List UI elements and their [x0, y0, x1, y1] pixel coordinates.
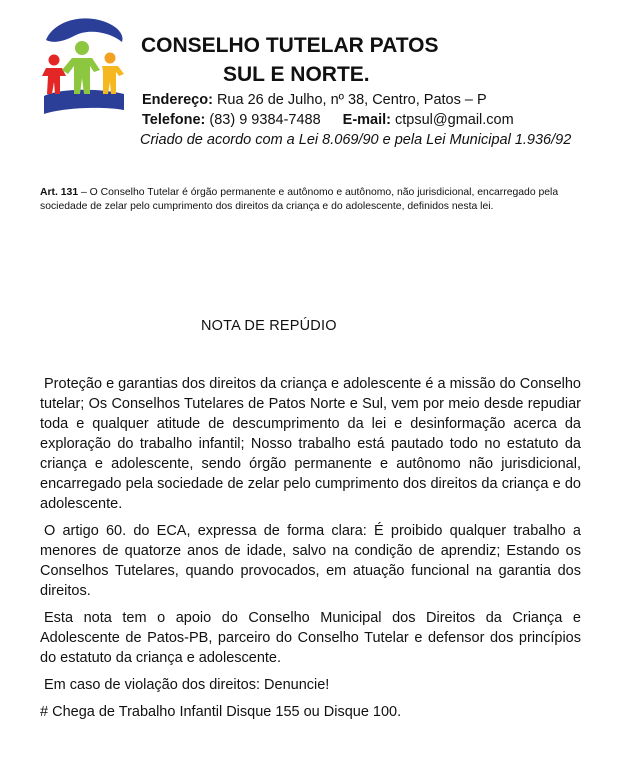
article-label: Art. 131: [40, 187, 79, 198]
paragraph: Proteção e garantias dos direitos da criança e adolescente é a missão do Conselho tutelar; Os Conselhos Tutelares de Patos Norte e Sul, vem por meio desde repudiar toda e qualquer atitude de descumprimento da lei e desinformação acerca da exploração do trabalho infantil; Nosso trabalho está pautado todo no estatuto da criança e adolescente, sendo órgão permanente e autônomo não jurisdicional, encarregado pela sociedade de zelar pelo cumprimento dos direitos da criança e do adolescente.: [40, 376, 581, 512]
address-line: [142, 90, 487, 110]
phone-value: (83) 9 9384-7488: [205, 112, 321, 128]
document-body: [40, 374, 581, 729]
email-label: E-mail:: [342, 112, 391, 128]
org-title: [141, 31, 541, 89]
address-value: Rua 26 de Julho, nº 38, Centro, Patos – P: [212, 92, 487, 108]
article-text: – O Conselho Tutelar é órgão permanente e autônomo e autônomo, não jurisdicional, encarregado pela sociedade de zelar pelo cumprimento dos direitos da criança e do adolescente, definidos nesta lei.: [40, 187, 559, 212]
phone-label: Telefone:: [142, 112, 206, 128]
paragraph: O artigo 60. do ECA, expressa de forma clara: É proibido qualquer trabalho a menores de quatorze anos de idade, salvo na condição de aprendiz; Estando os Conselhos Tutelares, quando provocados, em atuação funcional na garantia dos direitos.: [40, 523, 581, 599]
org-title-line1: CONSELHO TUTELAR PATOS: [141, 34, 439, 57]
council-logo-icon: [40, 14, 126, 118]
email-value: ctpsul@gmail.com: [391, 112, 514, 128]
document-title: NOTA DE REPÚDIO: [201, 318, 337, 334]
article-131: [40, 186, 565, 214]
paragraph: Em caso de violação dos direitos: Denuncie!: [44, 677, 330, 693]
contact-line: [142, 110, 514, 130]
paragraph: Esta nota tem o apoio do Conselho Municipal dos Direitos da Criança e Adolescente de Patos-PB, parceiro do Conselho Tutelar e defensor dos princípios do estatuto da criança e adolescente.: [40, 610, 581, 666]
org-title-line2: SUL E NORTE.: [223, 63, 370, 86]
address-label: Endereço:: [142, 92, 213, 108]
law-reference: Criado de acordo com a Lei 8.069/90 e pela Lei Municipal 1.936/92: [140, 132, 572, 148]
paragraph: # Chega de Trabalho Infantil Disque 155 ou Disque 100.: [40, 704, 402, 720]
